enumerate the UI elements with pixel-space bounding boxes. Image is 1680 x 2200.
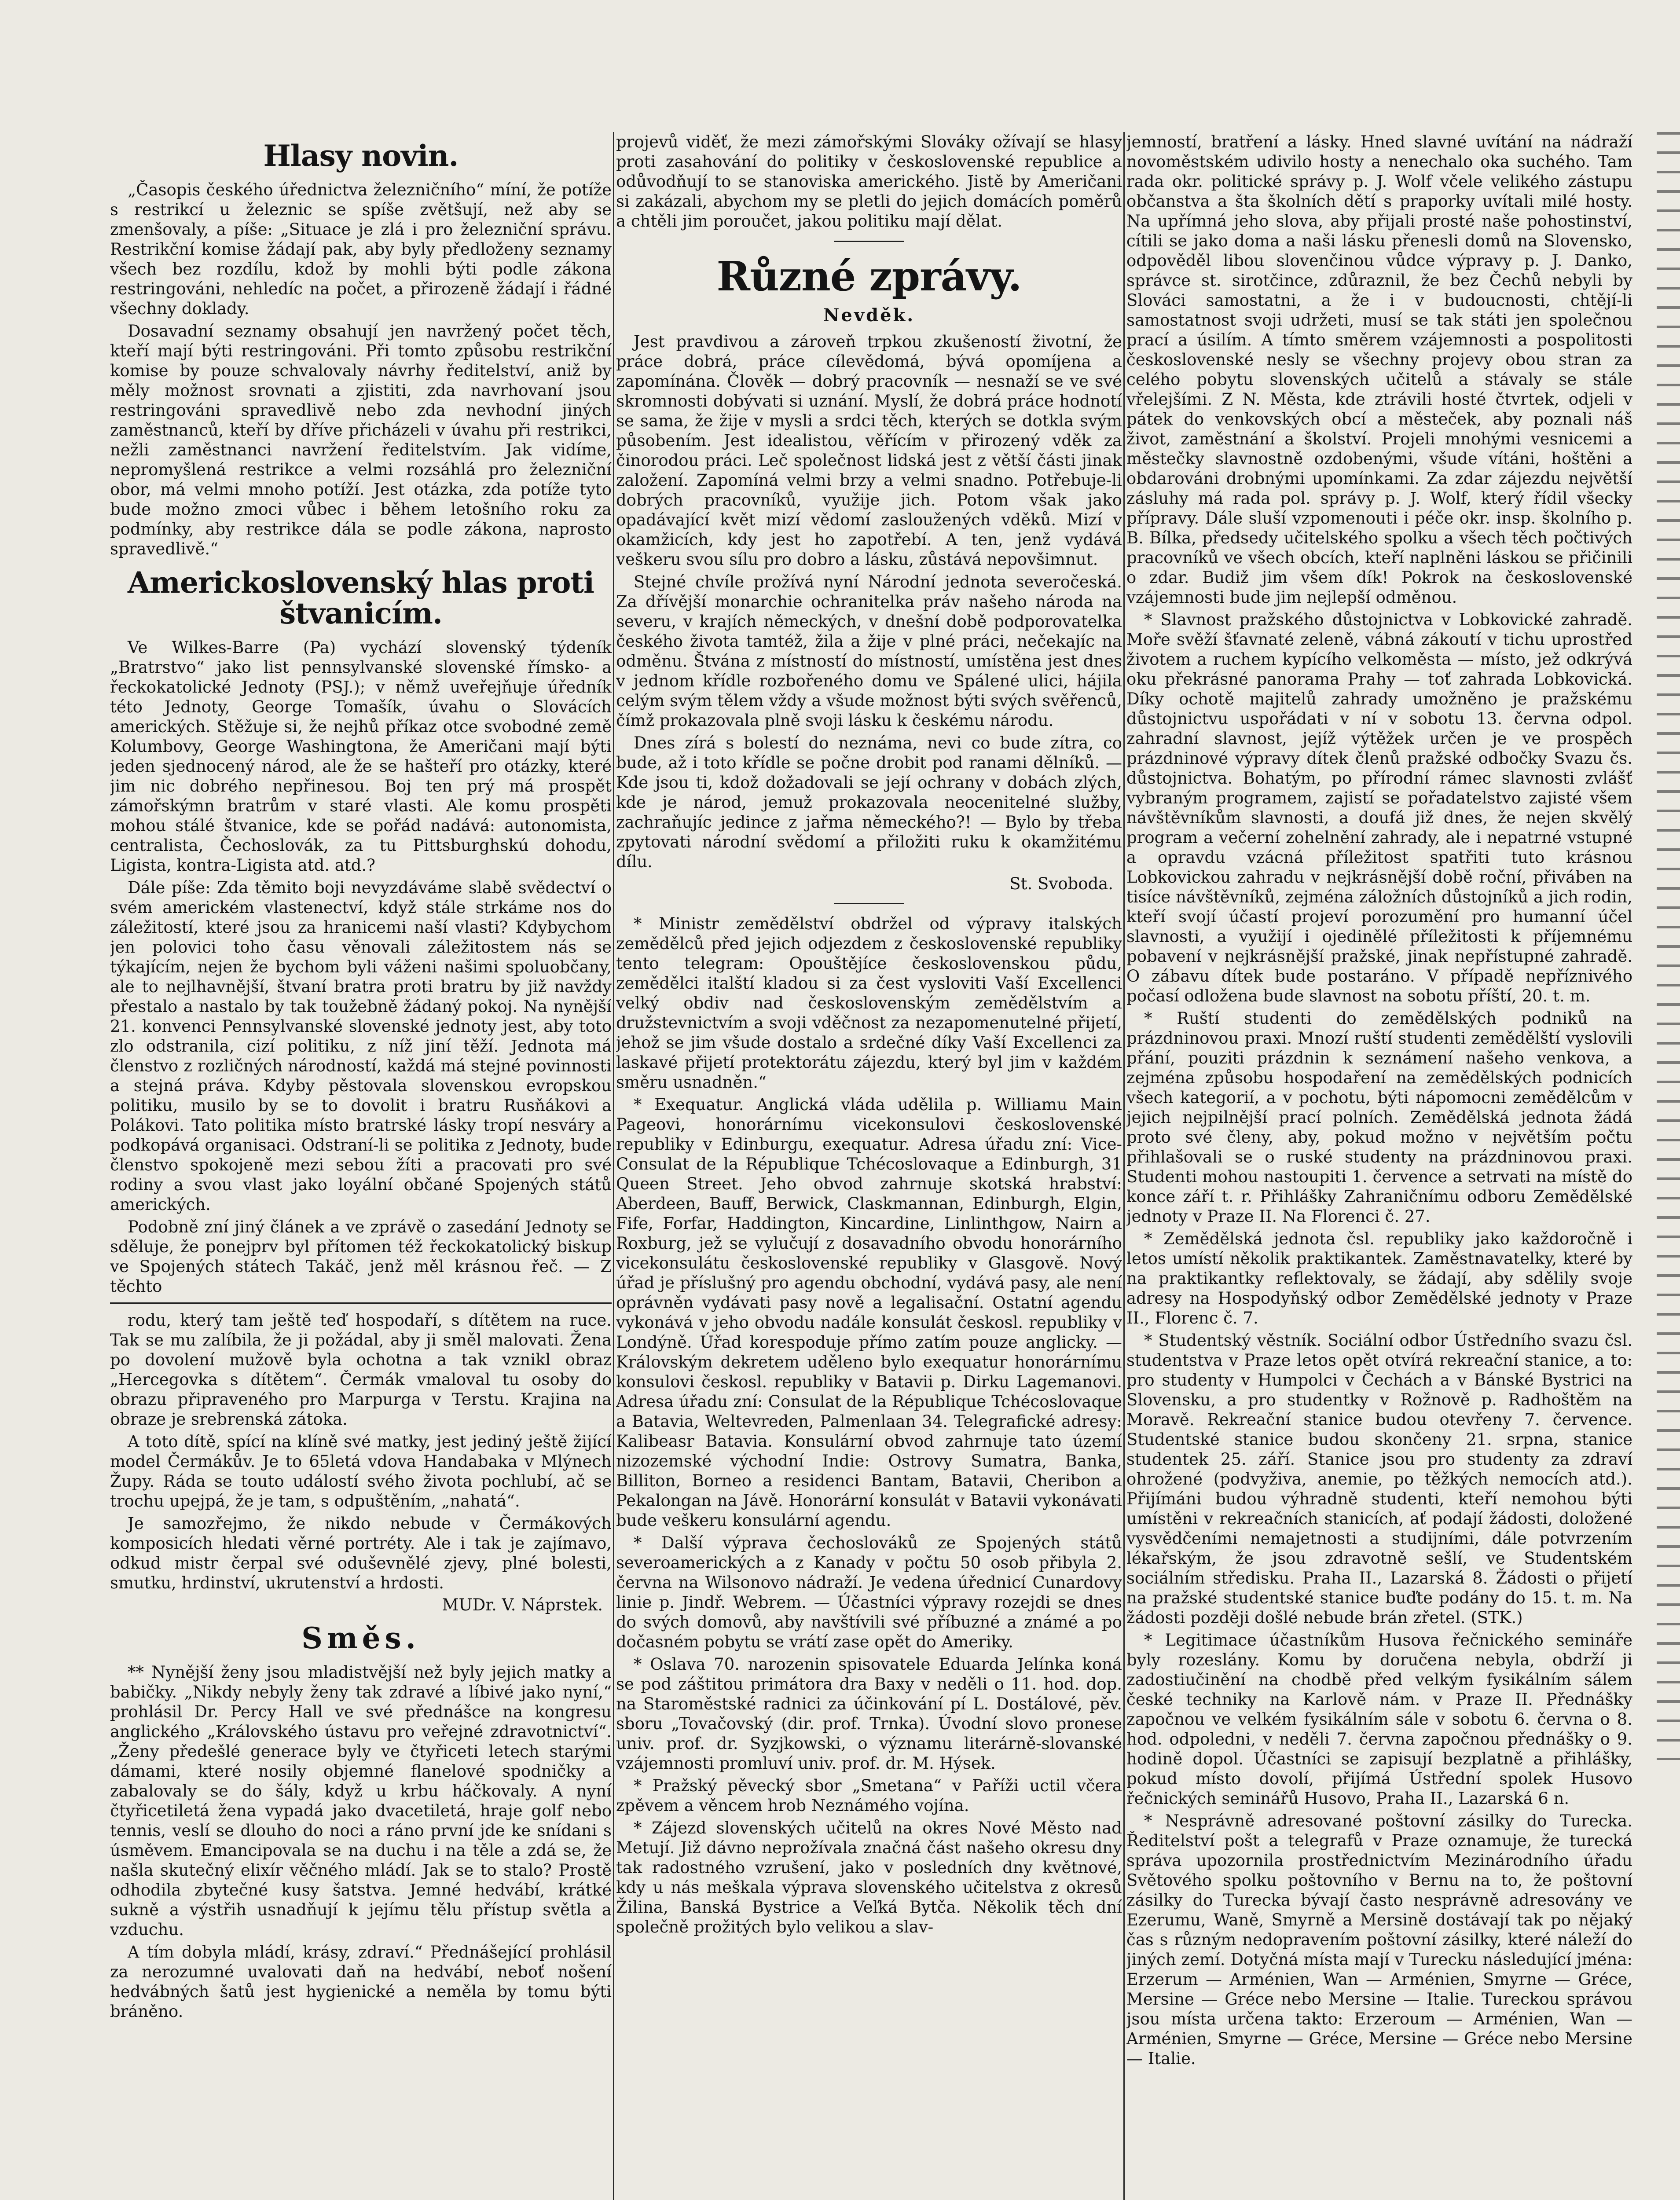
paragraph: A tím dobyla mládí, krásy, zdraví.“ Přednášející prohlásil za nerozumné uvalovati daň na hedvábí, neboť nošení hedvábných šatů jest hygienické a neměla by tomu býti bráněno. bbox=[110, 1943, 612, 2021]
news-item: * Oslava 70. narozenin spisovatele Eduarda Jelínka koná se pod záštitou primátora dra Baxy v neděli o 11. hod. dop. na Staroměstské radnici za účinkování pí L. Dostálové, pěv. sboru „Tovačovský (dir. prof. Trnka). Úvodní slovo pronese univ. prof. dr. Syzjkowski, o významu literárně-slovanské vzájemnosti promluví univ. prof. dr. M. Hýsek. bbox=[616, 1654, 1122, 1773]
news-item: * Exequatur. Anglická vláda udělila p. Williamu Main Pageovi, honorárnímu vicekonsulovi československé republiky v Edinburgu, exequatur. Adresa úřadu zní: Vice-Consulat de la République Tchécoslovaque a Edinburgh, 31 Queen Street. Jeho obvod zahrnuje skotská hrabství: Aberdeen, Bauff, Berwick, Claskmannan, Edinburgh, Elgin, Fife, Forfar, Haddington, Kincardine, Linlinthgow, Nairn a Roxburg, jež se vylučují z dosavadního obvodu honorárního vicekonsulátu československé republiky v Glasgově. Nový úřad je příslušný pro agendu obchodní, vydává pasy, ale není oprávněn vydávati pasy nově a legalisační. Ostatní agendu vykonává v jeho obvodu nadále konsulát českosl. republiky v Londýně. Úřad korespoduje přímo zatím pouze anglicky. — Královským dekretem uděleno bylo exequatur honorárnímu konsulovi českosl. republiky v Batavii p. Dirku Lagemanovi. Adresa úřadu zní: Consulat de la République Tchécoslovaque a Batavia, Weltevreden, Palmenlaan 34. Telegrafické adresy: Kalibeasr Batavia. Konsulární obvod zahrnuje tato území nizozemské východní Indie: Ostrovy Sumatra, Banka, Billiton, Borneo a residenci Bantam, Batavii, Cheribon a Pekalongan na Jávě. Honorární konsulát v Batavii vykonávati bude veškeru konsulární agendu. bbox=[616, 1095, 1122, 1530]
column-middle bbox=[616, 132, 1122, 1940]
news-item: jemností, bratření a lásky. Hned slavné uvítání na nádraží novoměstském udivilo hosty a nenechalo oka suchého. Tam rada okr. politické správy p. J. Wolf včele velikého zástupu občanstva a šta školních dětí s praporky uvítali milé hosty. Na upřímná jeho slova, aby přijali prosté naše pohostinství, cítili se jako doma a naši lásku přenesli domů na Slovensko, odpověděl libou slovenčinou vůdce výpravy p. J. Danko, správce st. sirotčince, zdůraznil, že bez Čechů nebyli by Slováci samostatni, a že i v budoucnosti, chtějí-li samostatnost svoji udržeti, musí se tak státi jen společnou prací a úsilím. A tímto směrem vzájemnosti a pospolitosti československé nesly se všechny projevy obou stran za celého pobytu slovenských učitelů a stávaly se stále vřelejšími. Z N. Města, kde ztrávili hosté čtvrtek, odjeli v pátek do venkovských obcí a městeček, aby poznali náš život, zaměstnání a školství. Projeli mnohými vesnicemi a městečky slavnostně ozdobenými, všude vítáni, hoštěni a obdarováni drobnými upomínkami. Za zdar zájezdu největší zásluhy má rada pol. správy p. J. Wolf, který řídil všecky přípravy. Dále sluší vzpomenouti i péče okr. insp. školního p. B. Bílka, předsedy učitelského spolku a všech těch počtivých pracovníků ve všech obcích, kteří naplněni láskou se přičinili o zdar. Budiž jim všem dík! Pokrok na československé vzájemnosti bude jim nejlepší odměnou. bbox=[1126, 132, 1632, 607]
column-rule bbox=[613, 132, 614, 2200]
paragraph: A toto dítě, spící na klíně své matky, jest jediný ještě žijící model Čermákův. Je to 65letá vdova Handabaka v Mlýnech Župy. Ráda se touto událostí svého života pochlubí, ač se trochu upejpá, že je tam, s odpuštěním, „nahatá“. bbox=[110, 1432, 612, 1511]
heading-ruzne-zpravy: Různé zprávy. bbox=[716, 253, 1022, 300]
heading-hlasy-novin: Hlasy novin. bbox=[263, 139, 459, 173]
section-divider bbox=[110, 1302, 612, 1304]
paragraph: Je samozřejmo, že nikdo nebude v Čermákových komposicích hledati věrné portréty. Ale i tak je zajímavo, odkud mistr čerpal své oduševnělé zjevy, plné bolesti, smutku, hrdinství, ukrutenství a hrdosti. bbox=[110, 1514, 612, 1592]
signature-naprstek: MUDr. V. Náprstek. bbox=[442, 1595, 603, 1614]
paragraph: Jest pravdivou a zároveň trpkou zkušeností životní, že práce dobrá, práce cílevědomá, bývá opomíjena a zapomínána. Člověk — dobrý pracovník — nesnaží se ve své skromnosti dobývati si uznání. Myslí, že dobrá práce hodnotí se sama, že žije v mysli a srdci těch, kterých se dotkla svým působením. Jest idealistou, věřícím v přirozený vděk za činorodou práci. Leč společnost lidská jest z větší části jinak založení. Zapomíná velmi brzy a velmi snadno. Potřebuje-li dobrých pracovníků, využije jich. Potom však jako opadávající květ mizí vědomí zasloužených vděků. Mizí v okamžicích, kdy jest ho zapotřebí. A ten, jenž vydává veškeru svou sílu pro dobro a lásku, zůstává nepovšimnut. bbox=[616, 332, 1122, 569]
column-right bbox=[1126, 132, 1632, 2071]
paragraph: Dále píše: Zda těmito boji nevyzdáváme slabě svědectví o svém americkém vlastenectví, když stále strkáme nos do záležitostí, které jsou za hranicemi naší vlasti? Kdybychom jen polovici toho času věnovali záležitostem nás se týkajícím, nejen že bychom byli váženi našimi spoluobčany, ale to nejlhavnější, štvaní bratra proti bratru by již navždy přestalo a nastalo by tak toužebně žádaný pokoj. Na nynější 21. konvenci Pennsylvanské slovenské jednoty jest, aby toto zlo odstranila, cizí politiku, z níž jiní těží. Jednota má členstvo z rozličných národností, každá má stejné povinnosti a stejná práva. Kdyby pěstovala slovenskou evropskou politiku, musilo by se to dovolit i bratru Rusňákovi a Polákovi. Tato politika místo bratrské lásky tropí nesváry a podkopává organisaci. Odstraní-li se politika z Jednoty, bude členstvo spokojeně mezi sebou žíti a pracovati pro své rodiny a svou vlast jako loyální občané Spojených států amerických. bbox=[110, 878, 612, 1214]
signature-svoboda: St. Svoboda. bbox=[1009, 874, 1113, 893]
paragraph: „Časopis českého úřednictva železničního“ míní, že potíže s restrikcí u železnic se spíše zvětšují, než aby se zmenšovaly, a píše: „Situace je zlá i pro železniční správu. Restrikční komise žádají pak, aby byly předloženy seznamy všech bez rozdílu, kdož by mohli býti podle zákona restringováni, nehledíc na počet, a přirozeně žádají i řádné všechny doklady. bbox=[110, 180, 612, 319]
adjacent-page-edge bbox=[1657, 132, 1680, 1760]
news-item: * Zájezd slovenských učitelů na okres Nové Město nad Metují. Již dávno neprožívala značná část našeho okresu dny tak radostného vzrušení, jako v posledních dny květnové, kdy u nás meškala výprava slovenského učitelstva z okresů Žilina, Banská Bystrice a Veľká Bytča. Několik těch dní společně prožitých bylo velikou a slav- bbox=[616, 1818, 1122, 1936]
heading-smes: Směs. bbox=[301, 1621, 420, 1655]
news-item: * Legitimace účastníkům Husova řečnického semináře byly rozeslány. Komu by doručena nebyla, obdrží ji zadostiučinění na chodbě před velkým fysikálním sálem české techniky na Karlově nám. v Praze II. Přednášky započnou ve velkém fysikálním sále v sobotu 6. června o 8. hod. odpoledni, v neděli 7. června započnou přednášky o 9. hodině dopol. Účastníci se zapisují bezplatně a přihlášky, pokud místo dovolí, přijímá Ústřední spolek Husovo řečnických seminářů Husovo, Praha II., Lazarská 6 n. bbox=[1126, 1631, 1632, 1808]
paragraph: ** Nynější ženy jsou mladistvější než byly jejich matky a babičky. „Nikdy nebyly ženy tak zdravé a líbivé jako nyní,“ prohlásil Dr. Percy Hall ve své přednášce na kongresu anglického „Královského ústavu pro veřejné zdravotnictví“. „Ženy předešlé generace byly ve čtyřiceti letech starými dámami, které nosily objemné flanelové spodničky a zabalovaly se do šály, když u krbu háčkovaly. A nyní čtyřicetiletá žena vypadá jako dvacetiletá, hraje golf nebo tennis, veslí se dlouho do noci a ráno první jde ke snídani s úsměvem. Emancipovala se na duchu i na těle a zdá se, že našla skutečný elixír věčného mládí. Jak se to stalo? Prostě odhodila zbytečné kusy šatstva. Jemné hedvábí, krátké sukně a výstřih usnadňují k jejímu tělu přístup světla a vzduchu. bbox=[110, 1663, 612, 1940]
short-rule bbox=[834, 241, 904, 242]
paragraph: rodu, který tam ještě teď hospodaří, s dítětem na ruce. Tak se mu zalíbila, že ji požádal, aby ji směl malovati. Žena po dovolení mužově byla ochotna a tak vznikl obraz „Hercegovka s dítětem“. Čermák vmaloval tu osoby do obrazu připraveného pro Marpurga v Terstu. Krajina na obraze je srebrenská zátoka. bbox=[110, 1310, 612, 1429]
news-item: * Slavnost pražského důstojnictva v Lobkovické zahradě. Moře svěží šťavnaté zeleně, vábná zákoutí v tichu uprostřed životem a ruchem kypícího velkoměsta — místo, jež odkrývá oku překrásné panorama Prahy — toť zahrada Lobkovická. Díky ochotě majitelů zahrady umožněno je pražskému důstojnictvu uspořádati v ní v sobotu 13. června odpol. zahradní slavnost, jejíž výtěžek určen je ve prospěch prázdninové výpravy dítek členů pražské odbočky Svazu čs. důstojnictva. Bohatým, po přírodní rámec slavnosti zvlášť vybraným programem, zajistí se pořadatelstvo zajisté všem návštěvníkům slavnosti, a doufá již dnes, že nejen skvělý program a večerní zohelnění zahrady, ale i nepatrné vstupné a opravdu vzácná příležitost spatřiti tuto krásnou Lobkovickou zahradu v nejkrásnější době roční, přiváben na tisíce návštěvníků, zejména záložních důstojníků a jich rodin, kteří svojí účastí projeví porozumění pro humanní účel slavnosti, a využijí i ojedinělé příležitosti k příjemnému pobavení v nejkrásnější pražské, jinak nepřístupné zahradě. O zábavu dítek bude postaráno. V případě nepříznivého počasí odložena bude slavnost na sobotu příští, 20. t. m. bbox=[1126, 610, 1632, 1005]
news-item: * Studentský věstník. Sociální odbor Ústředního svazu čsl. studentstva v Praze letos opět otvírá rekreační stanice, a to: pro studenty v Humpolci v Čechách a v Bánské Bystrici na Slovensku, a pro studentky v Rožnově p. Radhoštěm na Moravě. Rekreační stanice budou otevřeny 7. července. Studentské stanice budou skončeny 21. srpna, stanice studentek 25. září. Stanice jsou pro studenty za zdraví ohrožené (podvyživa, anemie, po těžkých nemocích atd.). Přijímáni budou výhradně studenti, kteří nemohou býti umístěni v rekreačních stanicích, ať podají žádosti, doložené vysvědčeními nemajetnosti a studijními, dále potvrzením lékařským, že jsou zdravotně sešlí, ve Studentském sociálním středisku. Praha II., Lazarská 8. Žádosti o přijetí na pražské studentské stanice buďte podány do 15. t. m. Na žádosti později došlé nebude brán zřetel. (STK.) bbox=[1126, 1331, 1632, 1627]
news-item: * Ruští studenti do zemědělských podniků na prázdninovou praxi. Mnozí ruští studenti zemědělští vyslovili přání, pouziti prázdnin k seznámení našeho venkova, a zejména způsobu hospodaření na zemědělských podnicích všech kategorií, a v pochotu, býti nápomocni zemědělcům v jejich nejpilnější prací polních. Zemědělská jednota žádá proto své členy, aby, pokud možno v největším počtu přihlašovali se o ruské studenty na prázdninovou praxi. Studenti mohou nastoupiti 1. července a setrvati na místě do konce září t. r. Přihlášky Zahraničnímu odboru Zemědělské jednoty v Praze II. Na Florenci č. 27. bbox=[1126, 1009, 1632, 1226]
paragraph: Dosavadní seznamy obsahují jen navržený počet těch, kteří mají býti restringováni. Při tomto způsobu restrikční komise by pouze schvalovaly návrhy ředitelství, aniž by měly možnost srovnati a zjistiti, zda navrhovaní jsou restringováni spravedlivě nebo zda nevhodní jiných zaměstnanců, kteří by dříve přicházeli v úvahu při restrikci, nežli zaměstnanci navržení ředitelstvím. Jak vidíme, nepromyšlená restrikce a velmi rozsáhlá pro železniční obor, má velmi mnoho potíží. Jest otázka, zda potíže tyto bude možno zmoci vůbec i během letošního roku za podmínky, aby restrikce dála se podle zákona, naprosto spravedlivě.“ bbox=[110, 322, 612, 559]
column-rule bbox=[1123, 132, 1125, 2200]
subheading-nevdek: Nevděk. bbox=[823, 304, 915, 326]
paragraph: Ve Wilkes-Barre (Pa) vychází slovenský týdeník „Bratrstvo“ jako list pennsylvanské slovenské římsko- a řeckokatolické Jednoty (PSJ.); v němž uveřejňuje úředník této Jednoty, George Tomašík, úvahu o Slovácích amerických. Stěžuje si, že nejhů příkaz otce svobodné země Kolumbovy, George Washingtona, že Američani mají býti jeden sjednocený národ, ale že se hašteří pro otázky, které jim nic dobrého nepřinesou. Boj ten prý má prospět zámořskýmn bratrům v staré vlasti. Ale komu prospěti mohou stálé štvanice, kde se pořád nadává: autonomista, centralista, Čechoslovák, za tu Pittsburghskú dohodu, Ligista, kontra-Ligista atd. atd.? bbox=[110, 638, 612, 875]
heading-americkoslovensky: Americkoslovenský hlas proti štvanicím. bbox=[127, 565, 594, 631]
paragraph: projevů viděť, že mezi zámořskými Slováky ožívají se hlasy proti zasahování do politiky v československé republice a odůvodňují to se stanoviska amerického. Jistě by Američani si zakázali, abychom my se pletli do jejich domácích poměrů a chtěli jim poroučet, jakou politiku mají dělat. bbox=[616, 132, 1122, 231]
news-item: * Pražský pěvecký sbor „Smetana“ v Paříži uctil včera zpěvem a věncem hrob Neznámého vojína. bbox=[616, 1776, 1122, 1815]
short-rule bbox=[834, 903, 904, 904]
paragraph: Dnes zírá s bolestí do neznáma, nevi co bude zítra, co bude, až i toto křídle se počne drobit pod ranami dělníků. — Kde jsou ti, kdož dožadovali se její ochrany v dobách zlých, kde je národ, jemuž prokazovala neocenitelné služby, zachraňujíc jedince z jařma německého?! — Bylo by třeba zpytovati národní svědomí a přiložiti ruku k okamžitému dílu. bbox=[616, 733, 1122, 871]
news-item: * Další výprava čechoslováků ze Spojených států severoamerických a z Kanady v počtu 50 osob přibyla 2. června na Wilsonovo nádraží. Je vedena úřednicí Cunardovy linie p. Jindř. Webrem. — Účastníci výpravy rozejdi se dnes do svých domovů, aby navštívili své příbuzné a známé a po dočasném pobytu se vrátí zase opět do Ameriky. bbox=[616, 1533, 1122, 1651]
paragraph: Podobně zní jiný článek a ve zprávě o zasedání Jednoty se sděluje, že ponejprv byl přítomen též řeckokatolický biskup ve Spojených státech Takáč, jenž měl krásnou řeč. — Z těchto bbox=[110, 1217, 612, 1296]
news-item: * Nesprávně adresované poštovní zásilky do Turecka. Ředitelství pošt a telegrafů v Praze oznamuje, že turecká správa upozornila prostřednictvím Mezinárodního úřadu Světového spolku poštovního v Bernu na to, že poštovní zásilky do Turecka bývají často nesprávně adresovány ve Ezerumu, Waně, Smyrně a Mersině dostávají tak po nějaký čas s různým nedopravením poštovní zásilky, které náleží do jiných zemí. Dotyčná místa mají v Turecku následující jména: Erzerum — Arménien, Wan — Arménien, Smyrne — Gréce, Mersine — Gréce nebo Mersine — Italie. Tureckou správou jsou místa určena takto: Erzeroum — Arménien, Wan — Arménien, Smyrne — Gréce, Mersine — Gréce nebo Mersine — Italie. bbox=[1126, 1811, 1632, 2068]
news-item: * Zemědělská jednota čsl. republiky jako každoročně i letos umístí několik praktikantek. Zaměstnavatelky, které by na praktikantky reflektovaly, se žádají, aby sdělily svoje adresy na Hospodyňský odbor Zemědělské jednoty v Praze II., Florenc č. 7. bbox=[1126, 1229, 1632, 1327]
paragraph: Stejné chvíle prožívá nyní Národní jednota severočeská. Za dřívější monarchie ochranitelka práv našeho národa na severu, v krajích německých, v dnešní době podporovatelka českého života tamtéž, žila a žije v plné práci, nečekajíc na odměnu. Štvána z místností do místností, umístěna jest dnes v jednom křídle rozbořeného domu ve Spálené ulici, hájila celým svým tělem vždy a všude možnost býti svých svěřenců, čímž prokazovala plně svoji lásku k českému národu. bbox=[616, 572, 1122, 730]
news-item: * Ministr zemědělství obdržel od výpravy italských zemědělců před jejich odjezdem z československé republiky tento telegram: Opouštějíce československou půdu, zemědělci italští kladou si za čest vysloviti Vaší Excellenci velký obdiv nad československým zemědělstvím a družstevnictvím a svoji vděčnost za nezapomenutelné přijetí, jehož se jim všude dostalo a srdečné díky Vaší Excellenci za laskavé přijetí protektorátu zájezdu, který byl jim v každém směru usnadněn.“ bbox=[616, 914, 1122, 1092]
column-left bbox=[110, 132, 612, 2024]
